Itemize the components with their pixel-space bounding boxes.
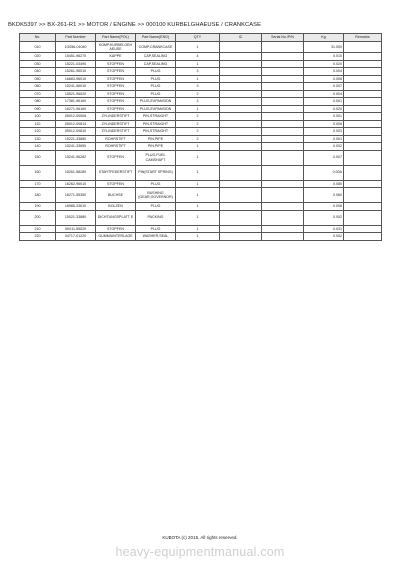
cell-serial bbox=[262, 225, 304, 233]
cell-serial bbox=[262, 53, 304, 61]
cell-part-name-eng: PLUG bbox=[136, 203, 176, 211]
cell-no: 040 bbox=[20, 68, 56, 76]
cell-part-name-eng: WASHER,SEAL bbox=[136, 233, 176, 241]
cell-qty: 1 bbox=[176, 233, 220, 241]
cell-kg: 0.020 bbox=[304, 105, 344, 113]
cell-no: 140 bbox=[20, 143, 56, 151]
cell-part-number: 15521-96020 bbox=[56, 90, 96, 98]
cell-part-name-pol: STOPFEN bbox=[96, 90, 136, 98]
cell-qty: 2 bbox=[176, 128, 220, 136]
cell-kg: 0.001 bbox=[304, 113, 344, 121]
cell-ic bbox=[220, 165, 262, 180]
cell-remarks bbox=[344, 120, 382, 128]
cell-part-number: 15221-03490 bbox=[56, 60, 96, 68]
cell-part-number: 05012-00810 bbox=[56, 128, 96, 136]
table-row bbox=[20, 165, 382, 180]
cell-remarks bbox=[344, 90, 382, 98]
cell-part-number: 15451-96270 bbox=[56, 53, 96, 61]
header-remarks: Remarks bbox=[344, 34, 382, 42]
cell-part-name-eng: CAP,SEALING bbox=[136, 53, 176, 61]
cell-part-name-eng: PLUG bbox=[136, 75, 176, 83]
cell-part-name-eng: PLUG,EXPANSION bbox=[136, 105, 176, 113]
cell-kg: 0.002 bbox=[304, 210, 344, 225]
cell-remarks bbox=[344, 135, 382, 143]
cell-ic bbox=[220, 83, 262, 91]
cell-qty: 1 bbox=[176, 203, 220, 211]
cell-kg: 31.000 bbox=[304, 42, 344, 53]
cell-remarks bbox=[344, 150, 382, 165]
table-row bbox=[20, 105, 382, 113]
cell-serial bbox=[262, 203, 304, 211]
header-part-name-pol: Part Name(POL) bbox=[96, 34, 136, 42]
cell-serial bbox=[262, 75, 304, 83]
cell-part-number: 15241-96010 bbox=[56, 83, 96, 91]
cell-remarks bbox=[344, 143, 382, 151]
cell-kg: 0.00A bbox=[304, 165, 344, 180]
cell-remarks bbox=[344, 75, 382, 83]
cell-qty: 2 bbox=[176, 135, 220, 143]
cell-part-name-eng: PLUG,EXPANSION bbox=[136, 98, 176, 106]
cell-qty: 1 bbox=[176, 143, 220, 151]
table-row bbox=[20, 188, 382, 203]
cell-serial bbox=[262, 98, 304, 106]
cell-kg: 0.060 bbox=[304, 188, 344, 203]
cell-serial bbox=[262, 135, 304, 143]
cell-kg: 0.001 bbox=[304, 98, 344, 106]
cell-part-name-eng: CAP,SEALING bbox=[136, 60, 176, 68]
cell-ic bbox=[220, 113, 262, 121]
cell-part-name-pol: ROHRSTIFT bbox=[96, 135, 136, 143]
cell-remarks bbox=[344, 113, 382, 121]
cell-no: 090 bbox=[20, 105, 56, 113]
cell-part-name-eng: PLUG bbox=[136, 83, 176, 91]
cell-ic bbox=[220, 135, 262, 143]
cell-no: 190 bbox=[20, 203, 56, 211]
cell-qty: 1 bbox=[176, 165, 220, 180]
cell-no: 020 bbox=[20, 53, 56, 61]
cell-part-name-eng: BUSHING (GEAR,GOVERNOR) bbox=[136, 188, 176, 203]
cell-part-number: 17381-96160 bbox=[56, 98, 96, 106]
cell-kg: 0.031 bbox=[304, 225, 344, 233]
document-title: BKDK5397 >> BX-261-R1 >> MOTOR / ENGINE >> 000100 KURBELGHAEUSE / CRANKCASE bbox=[8, 22, 262, 28]
cell-part-number: 1G056-01040 bbox=[56, 42, 96, 53]
cell-serial bbox=[262, 188, 304, 203]
cell-no: 180 bbox=[20, 188, 56, 203]
cell-ic bbox=[220, 203, 262, 211]
cell-qty: 2 bbox=[176, 113, 220, 121]
cell-kg: 0.007 bbox=[304, 150, 344, 165]
cell-part-name-eng: PACKING bbox=[136, 210, 176, 225]
cell-remarks bbox=[344, 225, 382, 233]
cell-no: 130 bbox=[20, 135, 56, 143]
cell-qty: 1 bbox=[176, 180, 220, 188]
cell-part-name-eng: PIN,PIPE bbox=[136, 135, 176, 143]
cell-ic bbox=[220, 233, 262, 241]
copyright-text: KUBOTA (c) 2015. All rights reserved. bbox=[162, 535, 238, 540]
header-part-number: Part Number bbox=[56, 34, 96, 42]
table-row bbox=[20, 53, 382, 61]
cell-ic bbox=[220, 75, 262, 83]
cell-ic bbox=[220, 90, 262, 98]
cell-serial bbox=[262, 113, 304, 121]
cell-ic bbox=[220, 120, 262, 128]
table-row bbox=[20, 98, 382, 106]
cell-part-number: 0K011-55020 bbox=[56, 225, 96, 233]
cell-no: 080 bbox=[20, 98, 56, 106]
cell-part-name-eng: PIN(START SPRING) bbox=[136, 165, 176, 180]
cell-part-name-pol: ZYLINDERSTIFT bbox=[96, 120, 136, 128]
cell-remarks bbox=[344, 188, 382, 203]
cell-no: 010 bbox=[20, 42, 56, 53]
table-row bbox=[20, 128, 382, 136]
cell-remarks bbox=[344, 210, 382, 225]
cell-no: 070 bbox=[20, 90, 56, 98]
cell-no: 150 bbox=[20, 150, 56, 165]
header-serial: Serial No./P/N bbox=[262, 34, 304, 42]
table-row bbox=[20, 75, 382, 83]
cell-remarks bbox=[344, 68, 382, 76]
cell-part-name-pol: KOMP.KURBELGEH AEUSE bbox=[96, 42, 136, 53]
cell-serial bbox=[262, 165, 304, 180]
cell-kg: 0.080 bbox=[304, 180, 344, 188]
cell-remarks bbox=[344, 98, 382, 106]
cell-serial bbox=[262, 143, 304, 151]
cell-ic bbox=[220, 188, 262, 203]
cell-kg: 0.020 bbox=[304, 60, 344, 68]
table-row bbox=[20, 60, 382, 68]
header-part-name-eng: Part Name(ENG) bbox=[136, 34, 176, 42]
table-row bbox=[20, 203, 382, 211]
cell-part-number: 05012-00508 bbox=[56, 113, 96, 121]
cell-remarks bbox=[344, 128, 382, 136]
cell-remarks bbox=[344, 60, 382, 68]
cell-remarks bbox=[344, 42, 382, 53]
cell-part-name-eng: PLUG bbox=[136, 225, 176, 233]
header-kg: Kg bbox=[304, 34, 344, 42]
table-header-row bbox=[20, 34, 382, 42]
cell-serial bbox=[262, 150, 304, 165]
cell-kg: 0.002 bbox=[304, 233, 344, 241]
cell-part-name-pol: STOPFEN bbox=[96, 98, 136, 106]
cell-qty: 1 bbox=[176, 150, 220, 165]
cell-part-number: 04717-01220 bbox=[56, 233, 96, 241]
cell-part-name-pol: STOPFEN bbox=[96, 180, 136, 188]
table-row bbox=[20, 113, 382, 121]
cell-kg: 0.010 bbox=[304, 53, 344, 61]
cell-kg: 0.004 bbox=[304, 90, 344, 98]
table-row bbox=[20, 143, 382, 151]
cell-part-name-pol: STOPFEN bbox=[96, 68, 136, 76]
cell-remarks bbox=[344, 180, 382, 188]
cell-part-name-eng: COMP,CRANKCASE bbox=[136, 42, 176, 53]
cell-kg: 0.004 bbox=[304, 68, 344, 76]
cell-qty: 1 bbox=[176, 42, 220, 53]
watermark-text: heavy-equipmentmanual.com bbox=[115, 545, 285, 559]
cell-no: 060 bbox=[20, 83, 56, 91]
cell-remarks bbox=[344, 105, 382, 113]
cell-part-number: 16271-55350 bbox=[56, 188, 96, 203]
cell-remarks bbox=[344, 53, 382, 61]
cell-part-number: 16271-96160 bbox=[56, 105, 96, 113]
cell-remarks bbox=[344, 165, 382, 180]
cell-ic bbox=[220, 60, 262, 68]
cell-no: 120 bbox=[20, 128, 56, 136]
cell-ic bbox=[220, 105, 262, 113]
cell-kg: 0.002 bbox=[304, 143, 344, 151]
cell-no: 050 bbox=[20, 75, 56, 83]
cell-serial bbox=[262, 180, 304, 188]
cell-no: 220 bbox=[20, 233, 56, 241]
cell-part-name-eng: PIN,STRAIGHT bbox=[136, 128, 176, 136]
cell-no: 100 bbox=[20, 113, 56, 121]
cell-ic bbox=[220, 225, 262, 233]
cell-qty: 1 bbox=[176, 225, 220, 233]
header-ic: IC bbox=[220, 34, 262, 42]
table-row bbox=[20, 233, 382, 241]
cell-part-number: 16262-96010 bbox=[56, 180, 96, 188]
cell-kg: 0.001 bbox=[304, 135, 344, 143]
cell-ic bbox=[220, 143, 262, 151]
cell-part-number: 15241-33650 bbox=[56, 143, 96, 151]
table-row bbox=[20, 150, 382, 165]
table-row bbox=[20, 90, 382, 98]
cell-serial bbox=[262, 120, 304, 128]
cell-ic bbox=[220, 180, 262, 188]
cell-part-name-pol: STOPFEN bbox=[96, 225, 136, 233]
table-row bbox=[20, 225, 382, 233]
cell-kg: 0.008 bbox=[304, 75, 344, 83]
cell-ic bbox=[220, 42, 262, 53]
cell-qty: 1 bbox=[176, 188, 220, 203]
cell-serial bbox=[262, 83, 304, 91]
cell-part-name-eng: PLUG bbox=[136, 68, 176, 76]
cell-qty: 3 bbox=[176, 98, 220, 106]
cell-part-number: 15021-33880 bbox=[56, 210, 96, 225]
cell-serial bbox=[262, 105, 304, 113]
cell-kg: 0.006 bbox=[304, 203, 344, 211]
cell-part-name-pol: STOPFEN bbox=[96, 150, 136, 165]
cell-part-name-eng: PIN,PIPE bbox=[136, 143, 176, 151]
cell-no: 110 bbox=[20, 120, 56, 128]
cell-part-number: 15241-96282 bbox=[56, 150, 96, 165]
cell-remarks bbox=[344, 233, 382, 241]
cell-kg: 0.006 bbox=[304, 120, 344, 128]
cell-serial bbox=[262, 42, 304, 53]
cell-part-name-eng: PIN,STRAIGHT bbox=[136, 120, 176, 128]
cell-part-name-pol: ZYLINDERSTIFT bbox=[96, 128, 136, 136]
table-row bbox=[20, 83, 382, 91]
cell-part-name-pol: ZYLINDERSTIFT bbox=[96, 113, 136, 121]
cell-serial bbox=[262, 90, 304, 98]
cell-serial bbox=[262, 210, 304, 225]
cell-kg: 0.007 bbox=[304, 83, 344, 91]
cell-no: 210 bbox=[20, 225, 56, 233]
cell-remarks bbox=[344, 83, 382, 91]
cell-qty: 2 bbox=[176, 90, 220, 98]
cell-remarks bbox=[344, 203, 382, 211]
cell-part-number: 16986-33610 bbox=[56, 203, 96, 211]
table-row bbox=[20, 42, 382, 53]
header-no: No. bbox=[20, 34, 56, 42]
table-row bbox=[20, 210, 382, 225]
cell-part-name-pol: ROHRSTIFT bbox=[96, 143, 136, 151]
parts-table bbox=[19, 33, 382, 241]
cell-part-name-pol: STOPFEN bbox=[96, 60, 136, 68]
cell-qty: 1 bbox=[176, 60, 220, 68]
cell-ic bbox=[220, 98, 262, 106]
cell-serial bbox=[262, 233, 304, 241]
cell-ic bbox=[220, 53, 262, 61]
cell-part-number: 15221-33880 bbox=[56, 135, 96, 143]
cell-part-number: 15261-58280 bbox=[56, 165, 96, 180]
cell-no: 170 bbox=[20, 180, 56, 188]
cell-part-name-eng: PLUG,FUEL CAMSHAFT bbox=[136, 150, 176, 165]
cell-no: 030 bbox=[20, 60, 56, 68]
cell-part-number: 16683-96010 bbox=[56, 75, 96, 83]
cell-serial bbox=[262, 68, 304, 76]
cell-ic bbox=[220, 68, 262, 76]
cell-part-name-pol: KAPPE bbox=[96, 53, 136, 61]
cell-serial bbox=[262, 60, 304, 68]
cell-no: 160 bbox=[20, 165, 56, 180]
cell-qty: 1 bbox=[176, 210, 220, 225]
cell-ic bbox=[220, 128, 262, 136]
cell-part-name-eng: PLUG bbox=[136, 180, 176, 188]
cell-qty: 1 bbox=[176, 75, 220, 83]
cell-qty: 3 bbox=[176, 83, 220, 91]
cell-kg: 0.003 bbox=[304, 128, 344, 136]
cell-part-name-pol: BOLZEN bbox=[96, 203, 136, 211]
cell-part-name-pol: STOPFEN bbox=[96, 75, 136, 83]
cell-part-name-eng: PIN,STRAIGHT bbox=[136, 113, 176, 121]
cell-part-name-pol: BUCHSE bbox=[96, 188, 136, 203]
cell-ic bbox=[220, 210, 262, 225]
table-row bbox=[20, 68, 382, 76]
table-row bbox=[20, 180, 382, 188]
cell-no: 200 bbox=[20, 210, 56, 225]
cell-part-name-pol: STOPFEN bbox=[96, 105, 136, 113]
table-row bbox=[20, 135, 382, 143]
cell-serial bbox=[262, 128, 304, 136]
cell-part-name-eng: PLUG bbox=[136, 90, 176, 98]
cell-qty: 1 bbox=[176, 105, 220, 113]
header-qty: QTY bbox=[176, 34, 220, 42]
cell-part-name-pol: GUMMIUNTERLAGE bbox=[96, 233, 136, 241]
cell-part-name-pol: STOPFEN bbox=[96, 83, 136, 91]
cell-part-number: 05012-00814 bbox=[56, 120, 96, 128]
cell-qty: 4 bbox=[176, 53, 220, 61]
cell-part-name-pol: DICHTUNGSPLATT E bbox=[96, 210, 136, 225]
table-row bbox=[20, 120, 382, 128]
cell-qty: 3 bbox=[176, 68, 220, 76]
cell-part-name-pol: STARTFEDERSTIFT bbox=[96, 165, 136, 180]
cell-qty: 2 bbox=[176, 120, 220, 128]
cell-part-number: 15261-96010 bbox=[56, 68, 96, 76]
cell-ic bbox=[220, 150, 262, 165]
